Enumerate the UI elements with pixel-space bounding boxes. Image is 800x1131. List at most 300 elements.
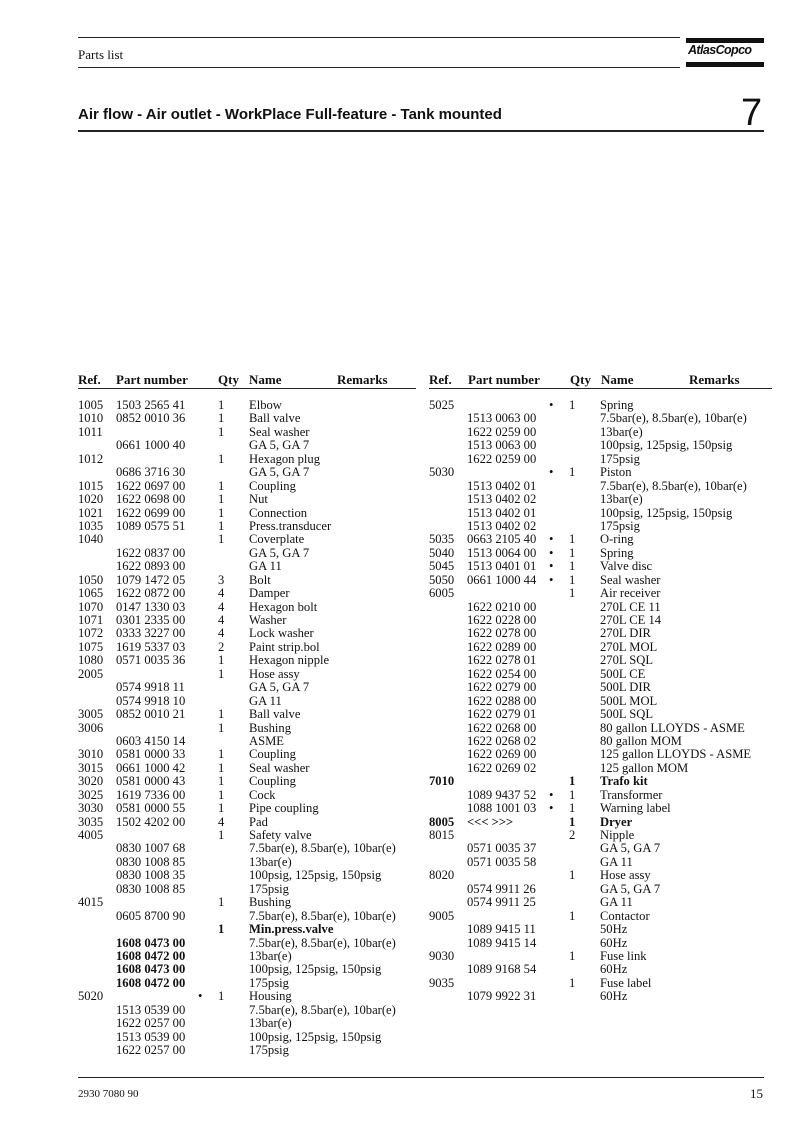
row-name: 7.5bar(e), 8.5bar(e), 10bar(e) — [249, 1002, 396, 1017]
table-row — [429, 681, 789, 694]
row-part-number: 1622 0269 02 — [467, 760, 537, 775]
row-name: Cock — [249, 787, 276, 802]
page-number: 15 — [750, 1086, 763, 1101]
row-name: 13bar(e) — [249, 854, 292, 869]
row-ref: 1005 — [78, 398, 104, 412]
row-name: Bolt — [249, 572, 271, 587]
row-name: Hose assy — [600, 868, 651, 883]
table-row — [429, 856, 789, 869]
col-part-right: Part number — [468, 372, 540, 387]
table-row — [429, 883, 789, 896]
table-row — [78, 601, 438, 614]
row-part-number: 0581 0000 33 — [116, 747, 186, 762]
row-part-number: 1513 0064 00 — [467, 545, 537, 560]
table-row — [429, 708, 789, 721]
table-row — [429, 842, 789, 855]
row-name: 500L CE — [600, 666, 646, 681]
row-ref: 8005 — [429, 814, 455, 829]
row-qty: 1 — [569, 975, 576, 990]
row-qty: 1 — [218, 518, 225, 533]
row-name: Seal washer — [249, 424, 310, 439]
row-part-number: 1619 5337 03 — [116, 639, 186, 654]
row-ref: 3020 — [78, 774, 104, 789]
row-ref: 3025 — [78, 787, 104, 802]
row-qty: 2 — [569, 828, 576, 842]
table-row — [78, 641, 438, 654]
row-name: Connection — [249, 505, 308, 520]
row-qty: 1 — [569, 774, 576, 789]
parts-table-left — [78, 399, 438, 1057]
row-qty: 1 — [218, 424, 225, 439]
row-ref: 1072 — [78, 626, 104, 641]
row-qty: 1 — [218, 774, 225, 789]
table-row — [429, 963, 789, 976]
row-name: Elbow — [249, 398, 282, 412]
row-ref: 5025 — [429, 398, 455, 412]
table-row — [78, 789, 438, 802]
row-name: 125 gallon LLOYDS - ASME — [600, 747, 752, 762]
row-ref: 1065 — [78, 586, 104, 601]
row-ref: 1075 — [78, 639, 104, 654]
row-qty: 1 — [218, 532, 225, 547]
row-part-number: 1622 0837 00 — [116, 545, 186, 560]
table-row — [429, 412, 789, 425]
row-name: 100psig, 125psig, 150psig — [600, 505, 733, 520]
row-name: 175psig — [600, 451, 640, 466]
table-row — [78, 466, 438, 479]
row-part-number: 0852 0010 21 — [116, 707, 186, 722]
row-ref: 6005 — [429, 586, 455, 601]
table-row — [78, 708, 438, 721]
row-part-number: 1079 1472 05 — [116, 572, 186, 587]
row-ref: 4015 — [78, 895, 104, 910]
table-row — [78, 560, 438, 573]
row-ref: 4005 — [78, 828, 104, 842]
row-qty: 1 — [218, 828, 225, 842]
row-name: Bushing — [249, 895, 291, 910]
table-row — [78, 977, 438, 990]
table-row — [78, 614, 438, 627]
row-part-number: 1622 0228 00 — [467, 613, 537, 627]
table-row — [78, 1044, 438, 1057]
table-row — [78, 1004, 438, 1017]
row-part-number: 0661 1000 42 — [116, 760, 186, 775]
row-name: 7.5bar(e), 8.5bar(e), 10bar(e) — [600, 478, 747, 493]
row-name: 60Hz — [600, 962, 628, 977]
table-row — [429, 466, 789, 479]
row-qty: 4 — [218, 613, 225, 627]
row-part-number: 1502 4202 00 — [116, 814, 186, 829]
table-row — [78, 963, 438, 976]
row-part-number: 1622 0268 02 — [467, 733, 537, 748]
row-qty: 4 — [218, 586, 225, 601]
row-part-number: 1079 9922 31 — [467, 989, 537, 1004]
row-name: Min.press.valve — [249, 922, 334, 937]
row-name: 175psig — [600, 518, 640, 533]
row-part-number: 1513 0401 01 — [467, 559, 537, 574]
row-name: Transformer — [600, 787, 663, 802]
row-name: 60Hz — [600, 935, 628, 950]
row-part-number: 0852 0010 36 — [116, 411, 186, 426]
row-part-number: 1622 0259 00 — [467, 424, 537, 439]
row-name: Pad — [249, 814, 268, 829]
table-row — [78, 654, 438, 667]
row-name: Seal washer — [600, 572, 661, 587]
row-part-number: 1513 0063 00 — [467, 438, 537, 453]
table-row — [429, 695, 789, 708]
col-name-left: Name — [249, 372, 282, 387]
row-name: 7.5bar(e), 8.5bar(e), 10bar(e) — [249, 935, 396, 950]
table-row — [429, 816, 789, 829]
table-row — [429, 493, 789, 506]
row-ref: 9035 — [429, 975, 455, 990]
row-part-number: 0830 1007 68 — [116, 841, 186, 856]
row-part-number: 0574 9911 25 — [467, 895, 536, 910]
row-ref: 1015 — [78, 478, 104, 493]
row-name: GA 5, GA 7 — [600, 881, 661, 896]
row-name: Fuse link — [600, 948, 647, 963]
table-row — [78, 587, 438, 600]
table-row — [78, 842, 438, 855]
row-part-number: 0571 0035 58 — [467, 854, 537, 869]
table-row — [78, 574, 438, 587]
row-part-number: 1622 0268 00 — [467, 720, 537, 735]
table-row — [78, 990, 438, 1003]
row-name: Spring — [600, 398, 634, 412]
row-ref: 1012 — [78, 451, 104, 466]
row-qty: 1 — [218, 478, 225, 493]
row-name: Damper — [249, 586, 290, 601]
table-row — [78, 748, 438, 761]
row-part-number: 1089 0575 51 — [116, 518, 186, 533]
row-name: Ball valve — [249, 707, 301, 722]
row-part-number: 1513 0539 00 — [116, 1029, 186, 1044]
table-row — [429, 453, 789, 466]
row-qty: 1 — [218, 787, 225, 802]
table-row — [429, 937, 789, 950]
table-row — [78, 802, 438, 815]
row-part-number: 0147 1330 03 — [116, 599, 186, 614]
row-qty: 4 — [218, 626, 225, 641]
table-row — [429, 587, 789, 600]
row-ref: 5050 — [429, 572, 455, 587]
table-row — [78, 507, 438, 520]
table-row — [429, 399, 789, 412]
table-row — [429, 869, 789, 882]
table-row — [429, 789, 789, 802]
col-part-left: Part number — [116, 372, 188, 387]
table-row — [429, 762, 789, 775]
row-ref: 2005 — [78, 666, 104, 681]
row-part-number: 1622 0698 00 — [116, 492, 186, 507]
row-ref: 3005 — [78, 707, 104, 722]
row-name: 270L DIR — [600, 626, 651, 641]
row-qty: 1 — [218, 760, 225, 775]
table-row — [78, 856, 438, 869]
footer-rule — [78, 1077, 764, 1078]
row-name: Coupling — [249, 747, 296, 762]
table-row — [429, 426, 789, 439]
row-marker: • — [549, 787, 554, 802]
row-marker: • — [549, 398, 554, 412]
row-part-number: 0571 0035 36 — [116, 653, 186, 668]
table-row — [429, 520, 789, 533]
table-row — [78, 937, 438, 950]
table-row — [78, 627, 438, 640]
row-part-number: 1513 0063 00 — [467, 411, 537, 426]
row-part-number: 1503 2565 41 — [116, 398, 186, 412]
row-name: 13bar(e) — [249, 948, 292, 963]
row-qty: 1 — [218, 895, 225, 910]
row-name: 80 gallon MOM — [600, 733, 682, 748]
row-qty: 1 — [569, 868, 576, 883]
table-row — [78, 399, 438, 412]
row-qty: 1 — [218, 492, 225, 507]
row-part-number: 1622 0257 00 — [116, 1043, 186, 1057]
row-part-number: 1622 0269 00 — [467, 747, 537, 762]
row-name: Hose assy — [249, 666, 300, 681]
row-name: GA 5, GA 7 — [600, 841, 661, 856]
row-part-number: 1513 0539 00 — [116, 1002, 186, 1017]
row-qty: 1 — [569, 787, 576, 802]
row-ref: 1040 — [78, 532, 104, 547]
table-row — [429, 735, 789, 748]
row-name: 500L DIR — [600, 680, 651, 695]
row-name: GA 5, GA 7 — [249, 438, 310, 453]
logo-bar-bottom — [686, 62, 764, 67]
row-part-number: 1622 0699 00 — [116, 505, 186, 520]
table-row — [78, 547, 438, 560]
row-ref: 3015 — [78, 760, 104, 775]
row-ref: 1011 — [78, 424, 103, 439]
col-qty-left: Qty — [218, 372, 239, 387]
row-ref: 5045 — [429, 559, 455, 574]
row-ref: 5020 — [78, 989, 104, 1004]
table-row — [429, 627, 789, 640]
row-qty: 1 — [569, 586, 576, 601]
row-part-number: 1619 7336 00 — [116, 787, 186, 802]
row-name: GA 5, GA 7 — [249, 680, 310, 695]
row-qty: 1 — [218, 451, 225, 466]
table-row — [78, 480, 438, 493]
row-name: GA 5, GA 7 — [249, 545, 310, 560]
title-rule — [78, 130, 764, 132]
row-part-number: 1622 0279 01 — [467, 707, 537, 722]
row-name: Hexagon bolt — [249, 599, 318, 614]
row-name: Press.transducer — [249, 518, 332, 533]
row-qty: 1 — [569, 908, 576, 923]
row-name: 175psig — [249, 975, 289, 990]
table-row — [78, 910, 438, 923]
row-part-number: 0830 1008 35 — [116, 868, 186, 883]
table-row — [429, 722, 789, 735]
row-name: 13bar(e) — [249, 1016, 292, 1031]
table-row — [429, 802, 789, 815]
row-name: Trafo kit — [600, 774, 648, 789]
row-ref: 1020 — [78, 492, 104, 507]
table-row — [78, 681, 438, 694]
table-row — [78, 520, 438, 533]
row-name: 7.5bar(e), 8.5bar(e), 10bar(e) — [249, 841, 396, 856]
table-row — [429, 910, 789, 923]
row-marker: • — [549, 545, 554, 560]
table-row — [429, 923, 789, 936]
row-part-number: 1089 9415 14 — [467, 935, 537, 950]
row-ref: 1070 — [78, 599, 104, 614]
row-name: Nipple — [600, 828, 635, 842]
row-marker: • — [549, 801, 554, 816]
row-part-number: 1622 0872 00 — [116, 586, 186, 601]
row-ref: 9030 — [429, 948, 455, 963]
row-part-number: 0661 1000 40 — [116, 438, 186, 453]
row-part-number: 1622 0257 00 — [116, 1016, 186, 1031]
row-name: GA 11 — [249, 559, 282, 574]
table-row — [78, 923, 438, 936]
row-ref: 5040 — [429, 545, 455, 560]
row-name: 13bar(e) — [600, 424, 643, 439]
row-part-number: 1089 9437 52 — [467, 787, 537, 802]
row-name: 500L SQL — [600, 707, 654, 722]
row-name: Fuse label — [600, 975, 652, 990]
row-name: Safety valve — [249, 828, 312, 842]
row-marker: • — [549, 559, 554, 574]
row-qty: 1 — [569, 801, 576, 816]
row-name: Valve disc — [600, 559, 653, 574]
table-row — [429, 574, 789, 587]
col-qty-right: Qty — [570, 372, 591, 387]
row-qty: 1 — [569, 814, 576, 829]
row-name: 100psig, 125psig, 150psig — [249, 1029, 382, 1044]
row-name: 100psig, 125psig, 150psig — [249, 962, 382, 977]
table-row — [429, 950, 789, 963]
row-marker: • — [549, 532, 554, 547]
row-part-number: 1622 0279 00 — [467, 680, 537, 695]
row-part-number: 0574 9918 11 — [116, 680, 185, 695]
row-part-number: 0603 4150 14 — [116, 733, 186, 748]
table-row — [78, 493, 438, 506]
table-row — [429, 533, 789, 546]
row-qty: 1 — [218, 707, 225, 722]
row-marker: • — [549, 572, 554, 587]
row-name: Dryer — [600, 814, 633, 829]
table-row — [78, 722, 438, 735]
col-name-right: Name — [601, 372, 634, 387]
row-ref: 1035 — [78, 518, 104, 533]
row-part-number: 1622 0278 00 — [467, 626, 537, 641]
row-ref: 3006 — [78, 720, 104, 735]
row-part-number: 0333 3227 00 — [116, 626, 186, 641]
row-ref: 5030 — [429, 465, 455, 480]
row-qty: 1 — [218, 989, 225, 1004]
row-name: 100psig, 125psig, 150psig — [249, 868, 382, 883]
row-part-number: 0581 0000 43 — [116, 774, 186, 789]
row-name: 175psig — [249, 881, 289, 896]
row-name: GA 11 — [600, 854, 633, 869]
row-name: 80 gallon LLOYDS - ASME — [600, 720, 745, 735]
table-row — [78, 453, 438, 466]
table-row — [429, 654, 789, 667]
row-part-number: 1608 0472 00 — [116, 948, 186, 963]
row-name: Coverplate — [249, 532, 305, 547]
row-name: 60Hz — [600, 989, 628, 1004]
row-ref: 1071 — [78, 613, 104, 627]
row-part-number: 0301 2335 00 — [116, 613, 186, 627]
row-part-number: 1622 0210 00 — [467, 599, 537, 614]
table-row — [78, 735, 438, 748]
table-row — [78, 883, 438, 896]
table-row — [78, 668, 438, 681]
table-row — [78, 1017, 438, 1030]
row-name: ASME — [249, 733, 284, 748]
table-row — [78, 816, 438, 829]
row-part-number: 1088 1001 03 — [467, 801, 537, 816]
row-marker: • — [549, 465, 554, 480]
table-row — [78, 762, 438, 775]
row-qty: 1 — [218, 505, 225, 520]
col-ref-left: Ref. — [78, 372, 101, 387]
row-part-number: 1622 0288 00 — [467, 693, 537, 708]
row-part-number: 1622 0697 00 — [116, 478, 186, 493]
table-row — [429, 896, 789, 909]
row-ref: 1080 — [78, 653, 104, 668]
row-qty: 1 — [218, 411, 225, 426]
table-row — [429, 990, 789, 1003]
row-qty: 3 — [218, 572, 225, 587]
col-ref-right: Ref. — [429, 372, 452, 387]
table-row — [429, 829, 789, 842]
row-qty: 1 — [218, 720, 225, 735]
table-row — [429, 601, 789, 614]
row-name: 270L CE 11 — [600, 599, 661, 614]
col-remarks-right: Remarks — [689, 372, 740, 387]
table-row — [429, 977, 789, 990]
row-part-number: 1513 0402 01 — [467, 505, 537, 520]
table-row — [429, 614, 789, 627]
row-part-number: 0605 8700 90 — [116, 908, 186, 923]
row-part-number: 0571 0035 37 — [467, 841, 537, 856]
header-rule-bottom — [78, 67, 680, 68]
row-name: 50Hz — [600, 922, 628, 937]
row-name: Washer — [249, 613, 287, 627]
row-ref: 1010 — [78, 411, 104, 426]
table-row — [78, 1031, 438, 1044]
row-part-number: 1622 0278 01 — [467, 653, 537, 668]
row-name: Lock washer — [249, 626, 314, 641]
row-name: Warning label — [600, 801, 671, 816]
parts-table-right — [429, 399, 789, 1004]
col-rule-left — [78, 388, 416, 389]
row-qty: 4 — [218, 599, 225, 614]
row-part-number: 1622 0893 00 — [116, 559, 186, 574]
row-name: 7.5bar(e), 8.5bar(e), 10bar(e) — [249, 908, 396, 923]
table-row — [429, 480, 789, 493]
row-part-number: <<< >>> — [467, 814, 514, 829]
table-row — [78, 896, 438, 909]
row-name: O-ring — [600, 532, 634, 547]
row-name: Housing — [249, 989, 292, 1004]
row-part-number: 0686 3716 30 — [116, 465, 186, 480]
row-qty: 1 — [569, 545, 576, 560]
row-name: Bushing — [249, 720, 291, 735]
row-name: GA 11 — [249, 693, 282, 708]
table-row — [78, 869, 438, 882]
table-row — [429, 560, 789, 573]
row-name: Nut — [249, 492, 268, 507]
row-qty: 1 — [218, 398, 225, 412]
row-part-number: 1608 0472 00 — [116, 975, 186, 990]
col-rule-right — [429, 388, 772, 389]
row-name: Paint strip.bol — [249, 639, 320, 654]
